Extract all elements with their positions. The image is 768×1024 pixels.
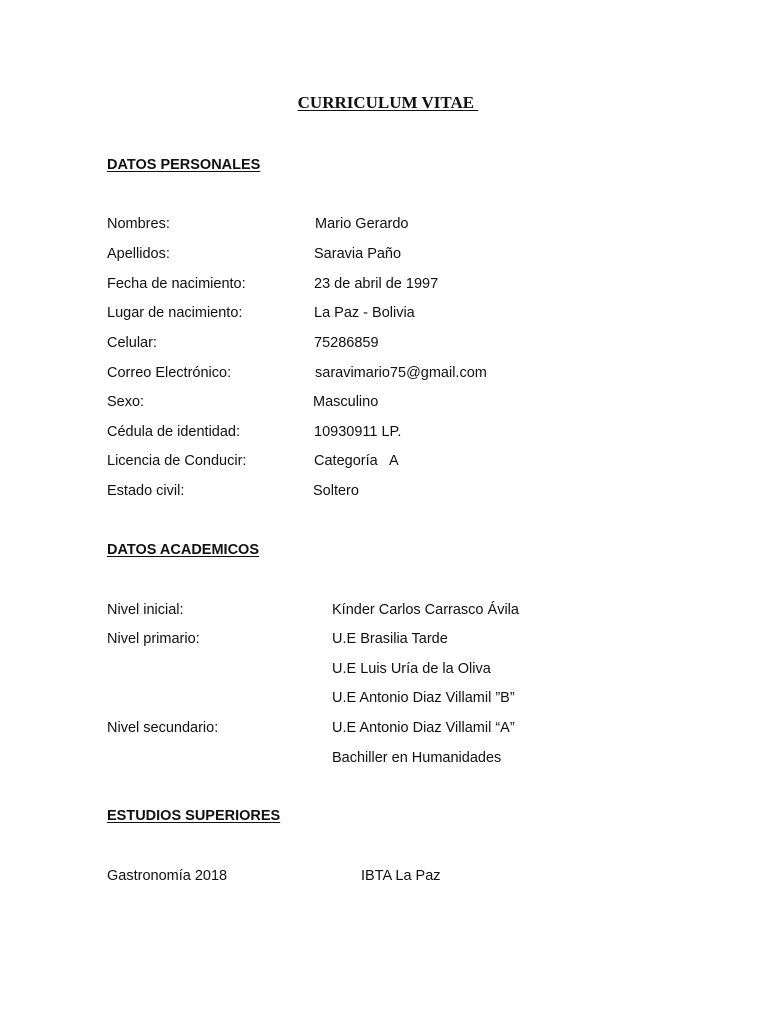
academic-label-inicial: Nivel inicial: xyxy=(107,602,184,618)
personal-value-lugar-nacimiento: La Paz - Bolivia xyxy=(314,305,415,321)
personal-value-fecha-nacimiento: 23 de abril de 1997 xyxy=(314,276,439,292)
personal-label-fecha-nacimiento: Fecha de nacimiento: xyxy=(107,276,246,292)
section-heading-academic: DATOS ACADEMICOS xyxy=(107,542,259,558)
academic-label-secundario: Nivel secundario: xyxy=(107,720,219,736)
personal-label-lugar-nacimiento: Lugar de nacimiento: xyxy=(107,305,243,321)
higher-value-institucion: IBTA La Paz xyxy=(361,868,441,884)
personal-value-celular: 75286859 xyxy=(314,335,379,351)
personal-value-correo: saravimario75@gmail.com xyxy=(315,365,487,381)
academic-value-primario-3: U.E Antonio Diaz Villamil ”B” xyxy=(332,690,515,706)
personal-value-apellidos: Saravia Paño xyxy=(314,246,402,262)
academic-value-secundario-2: Bachiller en Humanidades xyxy=(332,750,502,766)
academic-value-secundario-1: U.E Antonio Diaz Villamil “A” xyxy=(332,720,515,736)
personal-label-apellidos: Apellidos: xyxy=(107,246,170,262)
personal-value-licencia: Categoría A xyxy=(314,453,399,469)
personal-value-nombres: Mario Gerardo xyxy=(315,216,409,232)
personal-label-licencia: Licencia de Conducir: xyxy=(107,453,247,469)
personal-label-nombres: Nombres: xyxy=(107,216,170,232)
academic-value-primario-2: U.E Luis Uría de la Oliva xyxy=(332,661,491,677)
personal-value-estado-civil: Soltero xyxy=(313,483,359,499)
section-heading-personal: DATOS PERSONALES xyxy=(107,157,261,173)
personal-label-cedula: Cédula de identidad: xyxy=(107,424,241,440)
academic-value-primario-1: U.E Brasilia Tarde xyxy=(332,631,448,647)
academic-value-inicial: Kínder Carlos Carrasco Ávila xyxy=(332,602,519,618)
personal-label-celular: Celular: xyxy=(107,335,157,351)
section-heading-higher: ESTUDIOS SUPERIORES xyxy=(107,808,281,824)
personal-value-sexo: Masculino xyxy=(313,394,379,410)
personal-label-sexo: Sexo: xyxy=(107,394,145,410)
personal-label-estado-civil: Estado civil: xyxy=(107,483,185,499)
personal-label-correo: Correo Electrónico: xyxy=(107,365,232,381)
higher-label-gastronomia: Gastronomía 2018 xyxy=(107,868,228,884)
cv-title: CURRICULUM VITAE xyxy=(297,93,479,112)
personal-value-cedula: 10930911 LP. xyxy=(314,424,402,440)
academic-label-primario: Nivel primario: xyxy=(107,631,200,647)
